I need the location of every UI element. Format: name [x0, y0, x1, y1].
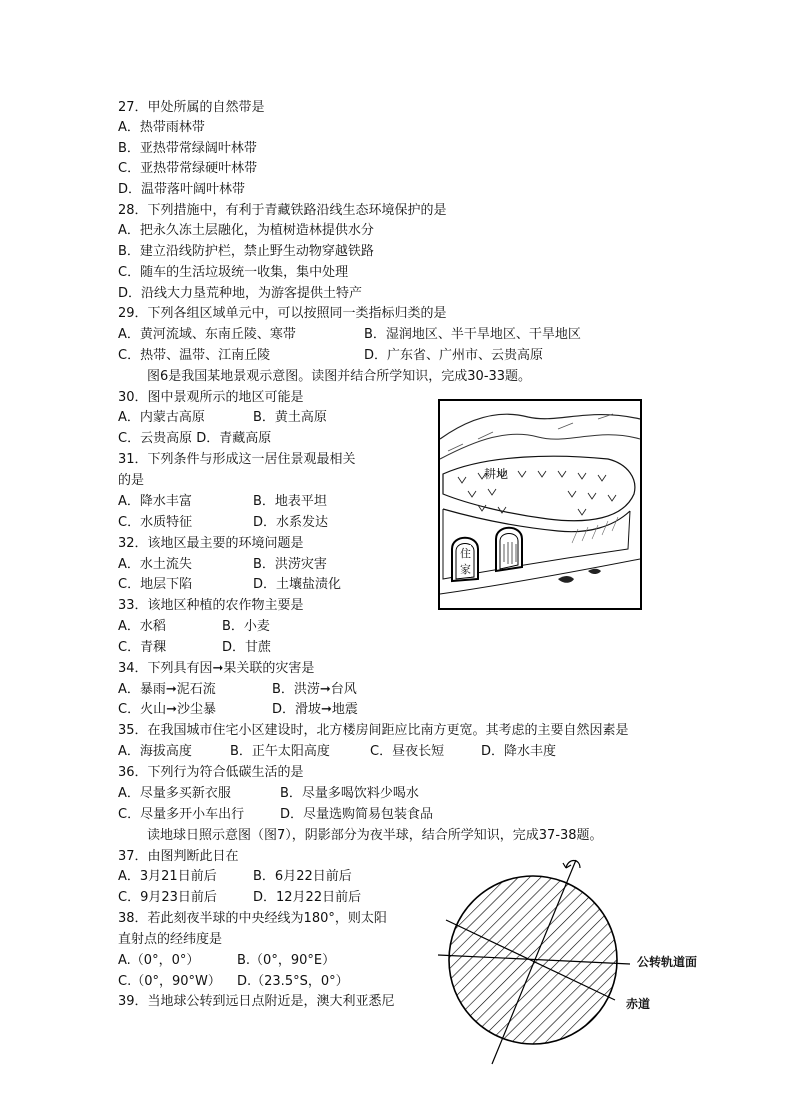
q33-option-b: B．小麦 [222, 619, 270, 634]
q28-option-a: A．把永久冻土层融化，为植树造林提供水分 [118, 223, 374, 238]
q35-option-c: C．昼夜长短 [370, 744, 445, 759]
q38-stem-line2: 直射点的经纬度是 [118, 932, 223, 947]
q33-option-d: D．甘蔗 [222, 640, 272, 655]
q32-option-d: D．土壤盐渍化 [253, 577, 342, 592]
q29-stem: 29．下列各组区域单元中，可以按照同一类指标归类的是 [118, 306, 447, 321]
q37-option-b: B．6月22日前后 [253, 869, 352, 884]
q34-option-b: B．洪涝➞台风 [272, 682, 357, 697]
figure-6-landscape [438, 399, 642, 610]
q37-option-d: D．12月22日前后 [253, 890, 362, 905]
q27-option-c: C．亚热带常绿硬叶林带 [118, 161, 258, 176]
label-orbit-plane: 公转轨道面 [637, 955, 698, 969]
q37-stem: 37．由图判断此日在 [118, 849, 239, 864]
q31-option-d: D．水系发达 [253, 515, 329, 530]
intro-fig7: 读地球日照示意图（图7），阴影部分为夜半球，结合所学知识，完成37-38题。 [147, 828, 603, 843]
q36-option-a: A．尽量多买新衣服 [118, 786, 231, 801]
q29-option-c: C．热带、温带、江南丘陵 [118, 348, 271, 363]
landscape-sketch-icon [438, 399, 642, 610]
q35-option-b: B．正午太阳高度 [230, 744, 330, 759]
q28-option-d: D．沿线大力垦荒种地，为游客提供土特产 [118, 286, 363, 301]
q38-option-a: A.（0°，0°） [118, 953, 200, 968]
q29-option-a: A．黄河流域、东南丘陵、寒带 [118, 327, 296, 342]
label-home-1: 住 [460, 547, 471, 560]
q34-option-a: A．暴雨➞泥石流 [118, 682, 216, 697]
q30-stem: 30．图中景观所示的地区可能是 [118, 390, 304, 405]
q36-option-c: C．尽量多开小车出行 [118, 807, 245, 822]
q30-option-cd: C．云贵高原 D．青藏高原 [118, 431, 272, 446]
q39-stem: 39．当地球公转到远日点附近是，澳大利亚悉尼 [118, 994, 395, 1009]
q31-stem-line2: 的是 [118, 473, 145, 488]
q38-option-d: D.（23.5°S，0°） [237, 974, 349, 989]
q37-option-a: A．3月21日前后 [118, 869, 217, 884]
q29-option-d: D．广东省、广州市、云贵高原 [364, 348, 544, 363]
q34-option-c: C．火山➞沙尘暴 [118, 702, 216, 717]
q28-option-c: C．随车的生活垃圾统一收集，集中处理 [118, 265, 349, 280]
q27-option-a: A．热带雨林带 [118, 120, 205, 135]
q31-option-a: A．降水丰富 [118, 494, 192, 509]
q31-option-c: C．水质特征 [118, 515, 193, 530]
q36-option-b: B．尽量多喝饮料少喝水 [280, 786, 419, 801]
q38-option-b: B.（0°，90°E） [237, 953, 336, 968]
q31-option-b: B．地表平坦 [253, 494, 327, 509]
label-home-2: 家 [460, 563, 471, 576]
q30-option-a: A．内蒙古高原 [118, 410, 205, 425]
q33-stem: 33．该地区种植的农作物主要是 [118, 598, 304, 613]
q37-option-c: C．9月23日前后 [118, 890, 217, 905]
q28-stem: 28．下列措施中，有利于青藏铁路沿线生态环境保护的是 [118, 203, 447, 218]
q33-option-c: C．青稞 [118, 640, 167, 655]
q34-option-d: D．滑坡➞地震 [272, 702, 358, 717]
q32-option-a: A．水土流失 [118, 557, 192, 572]
q32-option-b: B．洪涝灾害 [253, 557, 327, 572]
figure-7-earth-illumination [430, 852, 730, 1072]
q32-option-c: C．地层下陷 [118, 577, 193, 592]
label-field: 耕地 [484, 467, 509, 481]
q36-stem: 36．下列行为符合低碳生活的是 [118, 765, 304, 780]
q35-stem: 35．在我国城市住宅小区建设时，北方楼房间距应比南方更宽。其考虑的主要自然因素是 [118, 723, 629, 738]
q29-option-b: B．湿润地区、半干旱地区、干旱地区 [364, 327, 581, 342]
q31-stem-line1: 31．下列条件与形成这一居住景观最相关 [118, 452, 356, 467]
q32-stem: 32．该地区最主要的环境问题是 [118, 536, 304, 551]
q35-option-d: D．降水丰度 [481, 744, 557, 759]
q34-stem: 34．下列具有因➞果关联的灾害是 [118, 661, 315, 676]
q27-option-d: D．温带落叶阔叶林带 [118, 182, 246, 197]
intro-fig6: 图6是我国某地景观示意图。读图并结合所学知识，完成30-33题。 [147, 369, 532, 384]
label-equator: 赤道 [626, 997, 651, 1011]
q33-option-a: A．水稻 [118, 619, 166, 634]
q36-option-d: D．尽量选购简易包装食品 [280, 807, 434, 822]
q27-stem: 27．甲处所属的自然带是 [118, 100, 265, 115]
q35-option-a: A．海拔高度 [118, 744, 192, 759]
q27-option-b: B．亚热带常绿阔叶林带 [118, 141, 257, 156]
q38-option-c: C.（0°，90°W） [118, 974, 221, 989]
q30-option-b: B．黄土高原 [253, 410, 327, 425]
q28-option-b: B．建立沿线防护栏，禁止野生动物穿越铁路 [118, 244, 374, 259]
q38-stem-line1: 38．若此刻夜半球的中央经线为180°，则太阳 [118, 911, 387, 926]
